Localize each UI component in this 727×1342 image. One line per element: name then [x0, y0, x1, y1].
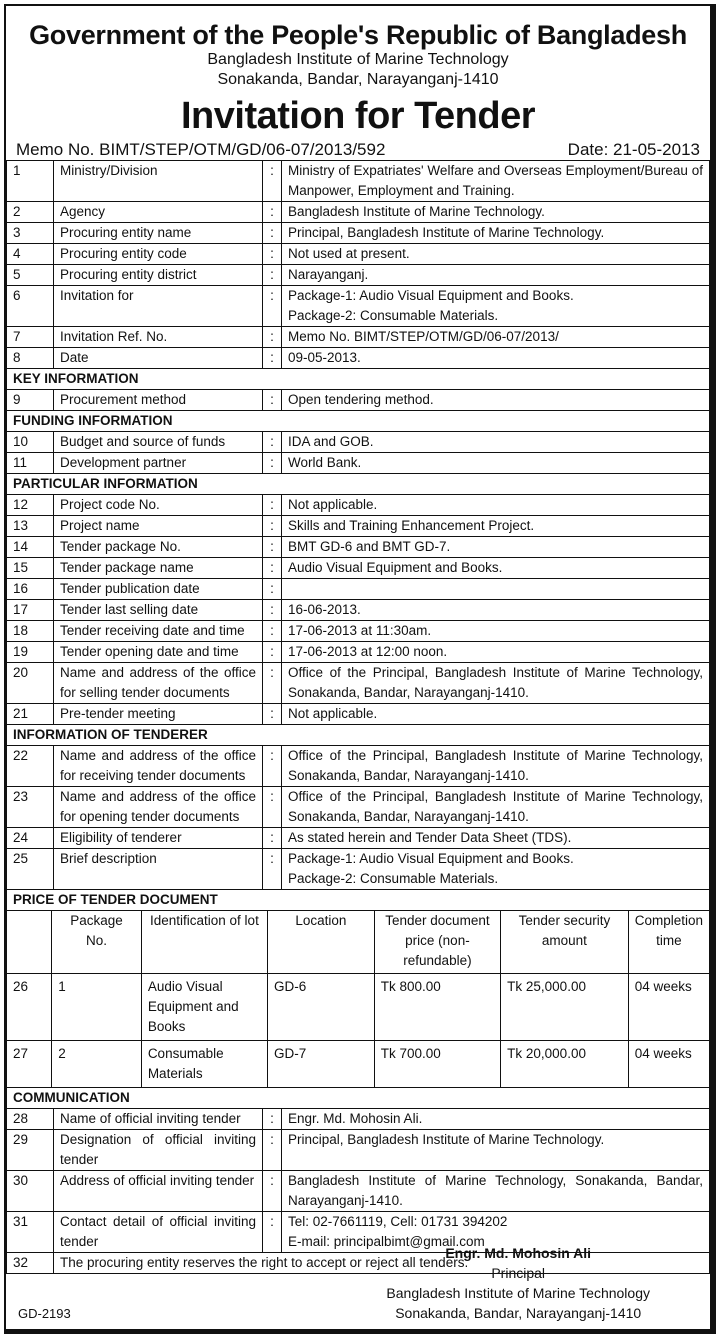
row-label: Procurement method — [54, 390, 263, 411]
signatory-institute: Bangladesh Institute of Marine Technology — [386, 1285, 650, 1301]
table-row — [7, 432, 710, 453]
price-header: Location — [268, 911, 375, 974]
row-number: 25 — [7, 849, 54, 890]
price-lot: Consumable Materials — [141, 1041, 267, 1088]
table-row — [7, 746, 710, 787]
row-label: Ministry/Division — [54, 161, 263, 202]
row-number: 12 — [7, 495, 54, 516]
row-value: 17-06-2013 at 12:00 noon. — [282, 642, 710, 663]
row-colon: : — [263, 1171, 282, 1212]
section-title: KEY INFORMATION — [7, 369, 710, 390]
table-row — [7, 849, 710, 890]
row-value: 17-06-2013 at 11:30am. — [282, 621, 710, 642]
table-row — [7, 516, 710, 537]
row-value: Principal, Bangladesh Institute of Marine Technology. — [282, 223, 710, 244]
price-row — [7, 1041, 709, 1088]
signatory-name: Engr. Md. Mohosin Ali — [445, 1245, 592, 1261]
row-number: 21 — [7, 704, 54, 725]
price-pkg: 2 — [52, 1041, 142, 1088]
row-colon: : — [263, 787, 282, 828]
row-number: 30 — [7, 1171, 54, 1212]
row-number: 5 — [7, 265, 54, 286]
row-value: Ministry of Expatriates' Welfare and Overseas Employment/Bureau of Manpower, Employment and Training. — [282, 161, 710, 202]
price-price: Tk 800.00 — [374, 974, 500, 1041]
table-row — [7, 579, 710, 600]
row-number: 16 — [7, 579, 54, 600]
price-table-cell — [7, 911, 710, 1088]
row-value: Not used at present. — [282, 244, 710, 265]
price-time: 04 weeks — [628, 1041, 709, 1088]
table-row — [7, 642, 710, 663]
price-time: 04 weeks — [628, 974, 709, 1041]
row-label: Name and address of the office for selling tender documents — [54, 663, 263, 704]
table-row — [7, 202, 710, 223]
row-number: 19 — [7, 642, 54, 663]
section-header — [7, 890, 710, 911]
table-row — [7, 787, 710, 828]
price-header: Identification of lot — [141, 911, 267, 974]
table-row — [7, 223, 710, 244]
row-text: The procuring entity reserves the right to accept or reject all tenders. — [54, 1253, 710, 1274]
table-row — [7, 453, 710, 474]
price-header: Completion time — [628, 911, 709, 974]
row-value: Narayanganj. — [282, 265, 710, 286]
row-number: 17 — [7, 600, 54, 621]
price-loc: GD-7 — [268, 1041, 375, 1088]
row-label: Invitation Ref. No. — [54, 327, 263, 348]
signature-block — [386, 1243, 650, 1323]
price-security: Tk 20,000.00 — [501, 1041, 629, 1088]
government-title: Government of the People's Republic of Bangladesh — [29, 20, 687, 50]
row-value: Engr. Md. Mohosin Ali. — [282, 1109, 710, 1130]
row-colon: : — [263, 642, 282, 663]
table-row — [7, 286, 710, 327]
row-number: 23 — [7, 787, 54, 828]
price-pkg: 1 — [52, 974, 142, 1041]
section-header — [7, 369, 710, 390]
table-row — [7, 1171, 710, 1212]
table-row — [7, 390, 710, 411]
table-row — [7, 704, 710, 725]
row-number: 18 — [7, 621, 54, 642]
row-value: IDA and GOB. — [282, 432, 710, 453]
row-colon: : — [263, 621, 282, 642]
section-header — [7, 474, 710, 495]
row-label: Contact detail of official inviting tender — [54, 1212, 263, 1253]
row-number: 8 — [7, 348, 54, 369]
price-loc: GD-6 — [268, 974, 375, 1041]
row-label: Name and address of the office for receiving tender documents — [54, 746, 263, 787]
row-label: Tender publication date — [54, 579, 263, 600]
row-colon: : — [263, 286, 282, 327]
row-value — [282, 579, 710, 600]
row-label: Project name — [54, 516, 263, 537]
table-row — [7, 600, 710, 621]
row-number: 14 — [7, 537, 54, 558]
row-number: 22 — [7, 746, 54, 787]
row-number: 6 — [7, 286, 54, 327]
row-value: Package-1: Audio Visual Equipment and Books. Package-2: Consumable Materials. — [282, 849, 710, 890]
row-colon: : — [263, 746, 282, 787]
memo-number: Memo No. BIMT/STEP/OTM/GD/06-07/2013/592 — [16, 140, 386, 159]
row-number: 10 — [7, 432, 54, 453]
table-row — [7, 621, 710, 642]
table-row — [7, 1109, 710, 1130]
row-colon: : — [263, 348, 282, 369]
section-title: COMMUNICATION — [7, 1088, 710, 1109]
info-table — [6, 160, 710, 1274]
institute-name: Bangladesh Institute of Marine Technology — [207, 51, 509, 68]
row-number: 11 — [7, 453, 54, 474]
row-colon: : — [263, 327, 282, 348]
row-value: Office of the Principal, Bangladesh Institute of Marine Technology, Sonakanda, Bandar, Narayanganj-1410. — [282, 663, 710, 704]
row-number: 31 — [7, 1212, 54, 1253]
row-value: Package-1: Audio Visual Equipment and Books. Package-2: Consumable Materials. — [282, 286, 710, 327]
row-number: 28 — [7, 1109, 54, 1130]
price-header: Tender security amount — [501, 911, 629, 974]
table-row — [7, 348, 710, 369]
row-label: Brief description — [54, 849, 263, 890]
row-colon: : — [263, 516, 282, 537]
table-row — [7, 495, 710, 516]
row-colon: : — [263, 537, 282, 558]
row-number: 20 — [7, 663, 54, 704]
table-row — [7, 558, 710, 579]
row-value: Skills and Training Enhancement Project. — [282, 516, 710, 537]
row-colon: : — [263, 828, 282, 849]
row-number: 2 — [7, 202, 54, 223]
row-label: Procuring entity code — [54, 244, 263, 265]
row-colon: : — [263, 265, 282, 286]
row-label: Tender package No. — [54, 537, 263, 558]
row-label: Procuring entity district — [54, 265, 263, 286]
row-number: 24 — [7, 828, 54, 849]
price-no: 26 — [7, 974, 52, 1041]
row-value: Memo No. BIMT/STEP/OTM/GD/06-07/2013/ — [282, 327, 710, 348]
row-number: 1 — [7, 161, 54, 202]
signatory-address: Sonakanda, Bandar, Narayanganj-1410 — [395, 1305, 642, 1321]
price-table-row — [7, 911, 710, 1088]
row-label: Name and address of the office for opening tender documents — [54, 787, 263, 828]
row-number: 9 — [7, 390, 54, 411]
table-row — [7, 265, 710, 286]
row-label: Tender opening date and time — [54, 642, 263, 663]
row-label: Pre-tender meeting — [54, 704, 263, 725]
header — [6, 20, 710, 138]
price-table — [7, 911, 709, 1087]
row-label: Agency — [54, 202, 263, 223]
row-value: Not applicable. — [282, 495, 710, 516]
table-row — [7, 161, 710, 202]
row-colon: : — [263, 390, 282, 411]
row-number: 3 — [7, 223, 54, 244]
row-value: Tel: 02-7661119, Cell: 01731 394202 E-mail: principalbimt@gmail.com — [282, 1212, 710, 1253]
row-colon: : — [263, 495, 282, 516]
price-security: Tk 25,000.00 — [501, 974, 629, 1041]
memo-line — [6, 140, 710, 160]
tender-notice — [4, 4, 716, 1334]
price-header-row — [7, 911, 709, 974]
row-colon: : — [263, 1130, 282, 1171]
row-label: Project code No. — [54, 495, 263, 516]
price-row — [7, 974, 709, 1041]
section-title: PARTICULAR INFORMATION — [7, 474, 710, 495]
row-colon: : — [263, 1212, 282, 1253]
info-table-body — [7, 161, 710, 1274]
section-title: INFORMATION OF TENDERER — [7, 725, 710, 746]
row-value: BMT GD-6 and BMT GD-7. — [282, 537, 710, 558]
table-row — [7, 327, 710, 348]
row-colon: : — [263, 244, 282, 265]
row-label: Designation of official inviting tender — [54, 1130, 263, 1171]
section-header — [7, 1088, 710, 1109]
row-colon: : — [263, 663, 282, 704]
row-colon: : — [263, 161, 282, 202]
row-label: Development partner — [54, 453, 263, 474]
row-value: 16-06-2013. — [282, 600, 710, 621]
row-label: Date — [54, 348, 263, 369]
price-header: Tender document price (non-refundable) — [374, 911, 500, 974]
row-label: Tender package name — [54, 558, 263, 579]
section-header — [7, 725, 710, 746]
row-label: Eligibility of tenderer — [54, 828, 263, 849]
row-colon: : — [263, 600, 282, 621]
section-title: FUNDING INFORMATION — [7, 411, 710, 432]
price-price: Tk 700.00 — [374, 1041, 500, 1088]
row-value: Office of the Principal, Bangladesh Institute of Marine Technology, Sonakanda, Bandar, Narayanganj-1410. — [282, 746, 710, 787]
page-title: Invitation for Tender — [180, 95, 536, 137]
row-value: Bangladesh Institute of Marine Technology. — [282, 202, 710, 223]
row-value: Bangladesh Institute of Marine Technology, Sonakanda, Bandar, Narayanganj-1410. — [282, 1171, 710, 1212]
row-number: 32 — [7, 1253, 54, 1274]
section-title: PRICE OF TENDER DOCUMENT — [7, 890, 710, 911]
row-colon: : — [263, 453, 282, 474]
row-colon: : — [263, 704, 282, 725]
row-label: Tender receiving date and time — [54, 621, 263, 642]
table-row — [7, 663, 710, 704]
row-number: 7 — [7, 327, 54, 348]
row-value: Not applicable. — [282, 704, 710, 725]
row-value: Open tendering method. — [282, 390, 710, 411]
row-value: As stated herein and Tender Data Sheet (TDS). — [282, 828, 710, 849]
table-row — [7, 1130, 710, 1171]
row-value: 09-05-2013. — [282, 348, 710, 369]
row-value: Office of the Principal, Bangladesh Institute of Marine Technology, Sonakanda, Bandar, Narayanganj-1410. — [282, 787, 710, 828]
price-header-blank — [7, 911, 52, 974]
row-number: 4 — [7, 244, 54, 265]
row-colon: : — [263, 202, 282, 223]
row-number: 13 — [7, 516, 54, 537]
price-lot: Audio Visual Equipment and Books — [141, 974, 267, 1041]
row-label: Procuring entity name — [54, 223, 263, 244]
row-colon: : — [263, 1109, 282, 1130]
section-header — [7, 411, 710, 432]
row-colon: : — [263, 432, 282, 453]
row-label: Tender last selling date — [54, 600, 263, 621]
institute-address: Sonakanda, Bandar, Narayanganj-1410 — [217, 71, 499, 88]
price-no: 27 — [7, 1041, 52, 1088]
row-colon: : — [263, 579, 282, 600]
ref-code: GD-2193 — [18, 1306, 71, 1321]
row-label: Invitation for — [54, 286, 263, 327]
signatory-designation: Principal — [491, 1265, 546, 1281]
row-value: World Bank. — [282, 453, 710, 474]
table-row — [7, 828, 710, 849]
table-row — [7, 244, 710, 265]
table-row — [7, 537, 710, 558]
row-value: Audio Visual Equipment and Books. — [282, 558, 710, 579]
row-label: Budget and source of funds — [54, 432, 263, 453]
row-value: Principal, Bangladesh Institute of Marine Technology. — [282, 1130, 710, 1171]
memo-date: Date: 21-05-2013 — [567, 140, 700, 159]
row-number: 29 — [7, 1130, 54, 1171]
row-colon: : — [263, 558, 282, 579]
row-colon: : — [263, 223, 282, 244]
row-colon: : — [263, 849, 282, 890]
row-number: 15 — [7, 558, 54, 579]
row-label: Name of official inviting tender — [54, 1109, 263, 1130]
price-header: Package No. — [52, 911, 142, 974]
row-label: Address of official inviting tender — [54, 1171, 263, 1212]
